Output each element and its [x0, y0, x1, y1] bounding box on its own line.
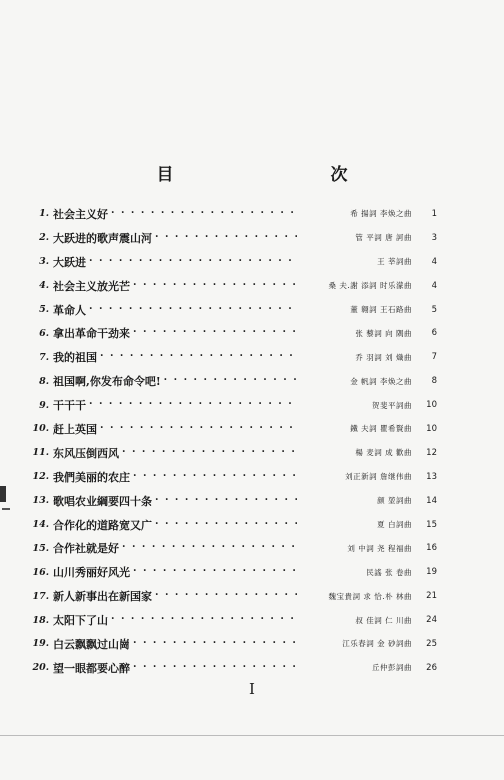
- dot-leader: [89, 399, 297, 411]
- scan-edge-mark: [2, 508, 10, 510]
- scan-edge-mark: [0, 486, 6, 502]
- song-credit: 金 帆詞 李焕之曲: [300, 376, 412, 387]
- toc-entry: [27, 441, 437, 465]
- entry-number: 14.: [32, 519, 49, 531]
- table-of-contents: [27, 202, 437, 680]
- toc-entry: [27, 536, 437, 560]
- scan-bottom-line: [0, 735, 504, 736]
- song-title: 东风压倒西风: [53, 446, 119, 460]
- song-title: 革命人: [53, 303, 86, 317]
- dot-leader: [111, 614, 297, 626]
- song-title: 拿出革命干劲来: [53, 327, 130, 341]
- song-title: 新人新事出在新国家: [53, 590, 152, 604]
- song-title: 社会主义好: [53, 207, 108, 221]
- dot-leader: [133, 638, 297, 650]
- toc-entry: [27, 560, 437, 584]
- song-credit: 楊 麦詞 成 歡曲: [300, 447, 412, 458]
- song-credit: 魏宝貴詞 求 恰.朴 林曲: [300, 591, 412, 602]
- toc-entry: [27, 584, 437, 608]
- page-number: 1: [431, 208, 437, 219]
- page-title: 目 次: [156, 165, 418, 185]
- entry-number: 18.: [32, 614, 49, 626]
- dot-leader: [133, 327, 297, 339]
- entry-number: 6.: [39, 327, 49, 339]
- toc-entry: [27, 513, 437, 537]
- song-title: 干干干: [53, 399, 86, 413]
- dot-leader: [155, 590, 297, 602]
- dot-leader: [100, 423, 297, 435]
- toc-entry: [27, 345, 437, 369]
- dot-leader: [111, 208, 297, 220]
- dot-leader: [100, 351, 297, 363]
- entry-number: 2.: [39, 232, 49, 244]
- toc-entry: [27, 321, 437, 345]
- page-number: 13: [426, 471, 437, 482]
- toc-entry: [27, 632, 437, 656]
- page-number: 25: [426, 638, 437, 649]
- song-title: 太阳下了山: [53, 614, 108, 628]
- entry-number: 9.: [39, 399, 49, 411]
- toc-entry: [27, 274, 437, 298]
- page-number: 10: [426, 400, 437, 411]
- song-credit: 颜 堃詞曲: [300, 495, 412, 506]
- entry-number: 1.: [39, 208, 49, 220]
- page-number: 16: [426, 543, 437, 554]
- toc-entry: [27, 608, 437, 632]
- song-title: 山川秀丽好风光: [53, 566, 130, 580]
- song-credit: 张 藜詞 向 隅曲: [300, 328, 412, 339]
- toc-entry: [27, 250, 437, 274]
- song-credit: 贺斐平詞曲: [300, 400, 412, 411]
- page-number: 10: [426, 423, 437, 434]
- page-number: 12: [426, 447, 437, 458]
- page-number: 15: [426, 519, 437, 530]
- song-credit: 丘仲彭詞曲: [300, 662, 412, 673]
- toc-entry: [27, 393, 437, 417]
- song-title: 合作社就是好: [53, 542, 119, 556]
- page-number: 4: [431, 280, 437, 291]
- song-credit: 希 揚詞 李焕之曲: [300, 208, 412, 219]
- song-credit: 叔 佳詞 仁 川曲: [300, 615, 412, 626]
- song-credit: 刘 中詞 尧 程福曲: [300, 543, 412, 554]
- entry-number: 7.: [39, 351, 49, 363]
- song-title: 白云飘飘过山崗: [53, 637, 130, 651]
- page-number: 24: [426, 615, 437, 626]
- song-title: 我的祖国: [53, 351, 97, 365]
- song-credit: 管 平詞 唐 訶曲: [300, 232, 412, 243]
- entry-number: 11.: [32, 447, 49, 459]
- entry-number: 12.: [32, 471, 49, 483]
- song-title: 合作化的道路宽又广: [53, 518, 152, 532]
- page-number: 8: [431, 376, 437, 387]
- entry-number: 5.: [39, 304, 49, 315]
- page-number: 7: [431, 352, 437, 363]
- song-title: 大跃进: [53, 255, 86, 269]
- song-credit: 桑 夫.謝 添詞 时乐濛曲: [300, 280, 412, 291]
- page-number: 5: [431, 304, 437, 315]
- page-number: 26: [426, 662, 437, 673]
- entry-number: 3.: [39, 256, 49, 268]
- dot-leader: [155, 519, 297, 531]
- song-title: 社会主义放光芒: [53, 279, 130, 293]
- song-credit: 民謠 张 卷曲: [300, 567, 412, 578]
- song-credit: 刘正新詞 詹继伟曲: [300, 471, 412, 482]
- entry-number: 19.: [32, 638, 49, 650]
- song-title: 赶上英国: [53, 422, 97, 436]
- entry-number: 15.: [32, 542, 49, 554]
- toc-entry: [27, 298, 437, 322]
- dot-leader: [89, 304, 297, 316]
- song-credit: 鐵 夫詞 瞿希賢曲: [300, 423, 412, 434]
- page-number: 6: [431, 328, 437, 339]
- page-number: 4: [431, 256, 437, 267]
- toc-entry: [27, 202, 437, 226]
- song-credit: 王 莘詞曲: [300, 256, 412, 267]
- entry-number: 10.: [32, 423, 49, 435]
- page-number: 19: [426, 567, 437, 578]
- dot-leader: [155, 495, 297, 507]
- dot-leader: [164, 375, 297, 387]
- dot-leader: [133, 566, 297, 578]
- entry-number: 4.: [39, 280, 49, 292]
- song-title: 祖国啊,你发布命令吧!: [53, 375, 161, 389]
- dot-leader: [133, 471, 297, 483]
- entry-number: 8.: [39, 375, 49, 387]
- song-credit: 夏 白詞曲: [300, 519, 412, 530]
- entry-number: 17.: [32, 590, 49, 602]
- dot-leader: [133, 280, 297, 292]
- song-credit: 乔 羽詞 刘 熾曲: [300, 352, 412, 363]
- page-number: 21: [426, 591, 437, 602]
- dot-leader: [133, 662, 297, 674]
- toc-entry: [27, 489, 437, 513]
- toc-entry: [27, 465, 437, 489]
- entry-number: 13.: [32, 495, 49, 507]
- dot-leader: [122, 447, 297, 459]
- toc-entry: [27, 417, 437, 441]
- song-title: 大跃进的歌声震山河: [53, 231, 152, 245]
- song-title: 望一眼都要心醉: [53, 661, 130, 675]
- song-credit: 江乐春詞 金 砂詞曲: [300, 638, 412, 649]
- entry-number: 16.: [32, 566, 49, 578]
- toc-entry: [27, 226, 437, 250]
- song-title: 歌唱农业綱要四十条: [53, 494, 152, 508]
- page-number: 3: [431, 232, 437, 243]
- dot-leader: [155, 232, 297, 244]
- dot-leader: [89, 256, 297, 268]
- page-number: 14: [426, 495, 437, 506]
- song-title: 我們美丽的农庄: [53, 470, 130, 484]
- toc-entry: [27, 369, 437, 393]
- song-credit: 董 翱詞 王石路曲: [300, 304, 412, 315]
- dot-leader: [122, 542, 297, 554]
- toc-entry: [27, 656, 437, 680]
- folio-numeral: I: [249, 680, 255, 698]
- entry-number: 20.: [32, 662, 49, 674]
